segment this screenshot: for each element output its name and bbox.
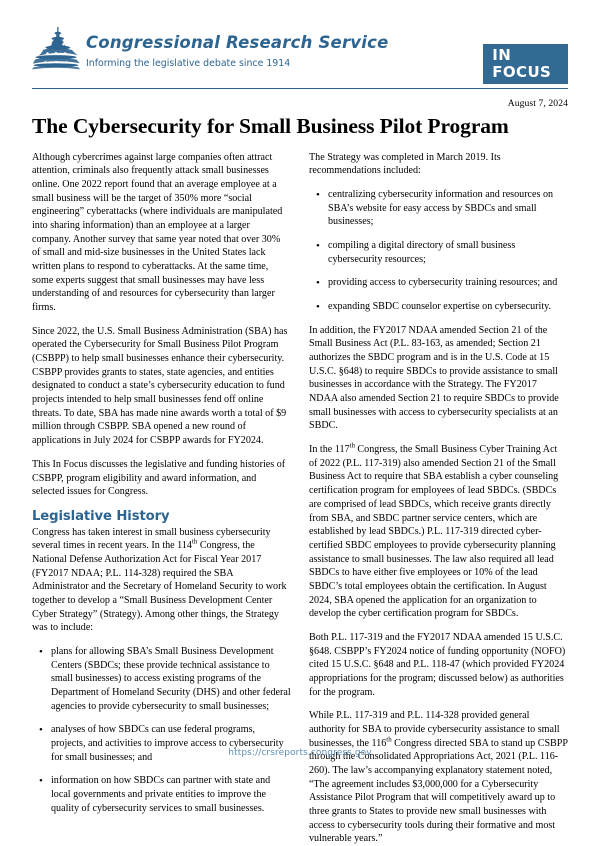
page-title: The Cybersecurity for Small Business Pilot Program — [32, 114, 509, 138]
list-item: • providing access to cybersecurity training resources; and — [309, 276, 568, 290]
paragraph: In addition, the FY2017 NDAA amended Section 21 of the Small Business Act (P.L. 83-163, as amended; Section 21 authorizes the SBDC program and is in the U.S. Code at 15 U.S.C. §648) to require SBDCs to provide assistance to small businesses in accordance with the Strategy. The FY2017 NDAA also amended Section 21 to require SBDCs to provide small businesses with access to cybersecurity specialists at an SBDC. — [309, 324, 559, 432]
paragraph-text: While P.L. 117-319 and P.L. 114-328 provided general authority for SBA to provide cybersecurity assistance to small businesses, the 116 — [309, 710, 560, 749]
in-focus-badge: IN FOCUS — [483, 44, 568, 84]
paragraph: The Strategy was completed in March 2019. Its recommendations included: — [309, 151, 501, 177]
list-item: • centralizing cybersecurity information and resources on SBA’s website for easy access by SBDCs and small businesses; — [309, 188, 568, 229]
paragraph-text: Congress, the National Defense Authorization Act for Fiscal Year 2017 (FY2017 NDAA; P.L. 114-328) required the SBA Administrator and the Secretary of Homeland Security to work together to develop a “Small Business Development Center Cyber Strategy” (Strategy). Among other things, the Strategy was to include: — [32, 540, 287, 634]
brand-text-block — [86, 34, 483, 73]
list-item: • plans for allowing SBA’s Small Business Development Centers (SBDCs; these provide technical assistance to small businesses) to access existing programs of the Department of Homeland Security (DHS) and other federal agencies to provide cybersecurity to small businesses; — [32, 645, 291, 713]
paragraph — [32, 526, 291, 635]
paragraph: Since 2022, the U.S. Small Business Administration (SBA) has operated the Cybersecurity for Small Business Pilot Program (CSBPP) to help small businesses enhance their cybersecurity. CSBPP provides grants to states, state agencies, and entities designated to conduct a state’s cybersecurity education to fund projects intended to help small businesses fend off online threats. To date, SBA has made nine awards worth a total of $9 million through CSBPP. SBA opened a new round of applications in July 2024 for CSBPP awards for FY2024. — [32, 325, 288, 447]
ordinal-suffix: th — [191, 539, 198, 546]
list-item: • expanding SBDC counselor expertise on cybersecurity. — [309, 300, 568, 314]
list-item: • information on how SBDCs can partner with state and local governments and private entities to improve the quality of cybersecurity services to small businesses. — [32, 774, 291, 815]
crsreports-link[interactable]: https://crsreports.congress.gov — [228, 748, 372, 758]
paragraph-text: Congress directed SBA to stand up CSBPP through the Consolidated Appropriations Act, 2021 (P.L. 116-260). The law’s accompanying explanatory statement noted, “The agreement includes $3,000,000 for a Cybersecurity Assistance Pilot Program that will competitively award up to three grants to States to provide new small businesses with access to cybersecurity tools during their formative and most vulnerable years.” — [309, 737, 568, 845]
paragraph-text: Congress has taken interest in small business cybersecurity several times in recent years. In the 114 — [32, 526, 271, 552]
list-item: • compiling a digital directory of small business cybersecurity resources; — [309, 239, 568, 266]
page-header — [32, 0, 568, 82]
strategy-requirements-list — [32, 645, 291, 815]
capitol-dome-icon — [32, 26, 80, 72]
paragraph-text: In the 117 — [309, 444, 350, 456]
header-rule — [32, 88, 568, 89]
brand-tagline: Informing the legislative debate since 1914 — [86, 58, 291, 69]
brand-title: Congressional Research Service — [86, 33, 389, 52]
paragraph: Both P.L. 117-319 and the FY2017 NDAA amended 15 U.S.C. §648. CSBPP’s FY2024 notice of funding opportunity (NOFO) cited 15 U.S.C. §648 and P.L. 118-47 (which provided FY2024 appropriations for the program; discussed below) as authorities for the program. — [309, 631, 566, 698]
crs-brand — [32, 26, 483, 73]
list-item: • analyses of how SBDCs can use federal programs, projects, and activities to improve access to cybersecurity for small businesses; and — [32, 723, 291, 764]
page-footer — [0, 742, 600, 760]
paragraph — [309, 709, 568, 846]
paragraph: Although cybercrimes against large companies often attract attention, criminals also frequently attack small businesses online. One 2022 report found that an average employee at a small business will be the target of 350% more “social engineering” cyberattacks (where individuals are manipulated into sharing information) than an employee at a larger company. Another survey that same year noted that over 30% of small and mid-size businesses in the United States lack written plans to respond to cyberattacks. At the same time, some experts suggest that small businesses may have less understanding of and resources for cybersecurity than larger firms. — [32, 151, 283, 314]
publication-date: August 7, 2024 — [507, 98, 568, 109]
paragraph — [309, 443, 568, 621]
paragraph-text: Congress, the Small Business Cyber Training Act of 2022 (P.L. 117-319) also amended Section 21 of the Small Business Act to require that SBA establish a cyber counseling certification program for employees of lead SBDCs. (SBDCs are comprised of lead SBDCs, which receive grants directly from SBA, and SBDC partner service centers, which are established by lead SBDCs.) P.L. 117-319 directed cyber-certified SBDC employees to provide cybersecurity planning assistance to small businesses. The law also required all lead SBDCs to have either five employees or 10% of the lead SBDC’s total employees obtain the certification. In August 2024, SBA opened the application for an organization to develop the cyber certification program for SBDCs. — [309, 444, 559, 620]
section-heading-legislative-history: Legislative History — [32, 508, 170, 524]
paragraph: This In Focus discusses the legislative and funding histories of CSBPP, program eligibility and award information, and selected issues for Congress. — [32, 458, 286, 498]
ordinal-suffix: th — [386, 736, 392, 744]
ordinal-suffix: th — [349, 442, 355, 450]
strategy-recommendations-list — [309, 188, 568, 314]
